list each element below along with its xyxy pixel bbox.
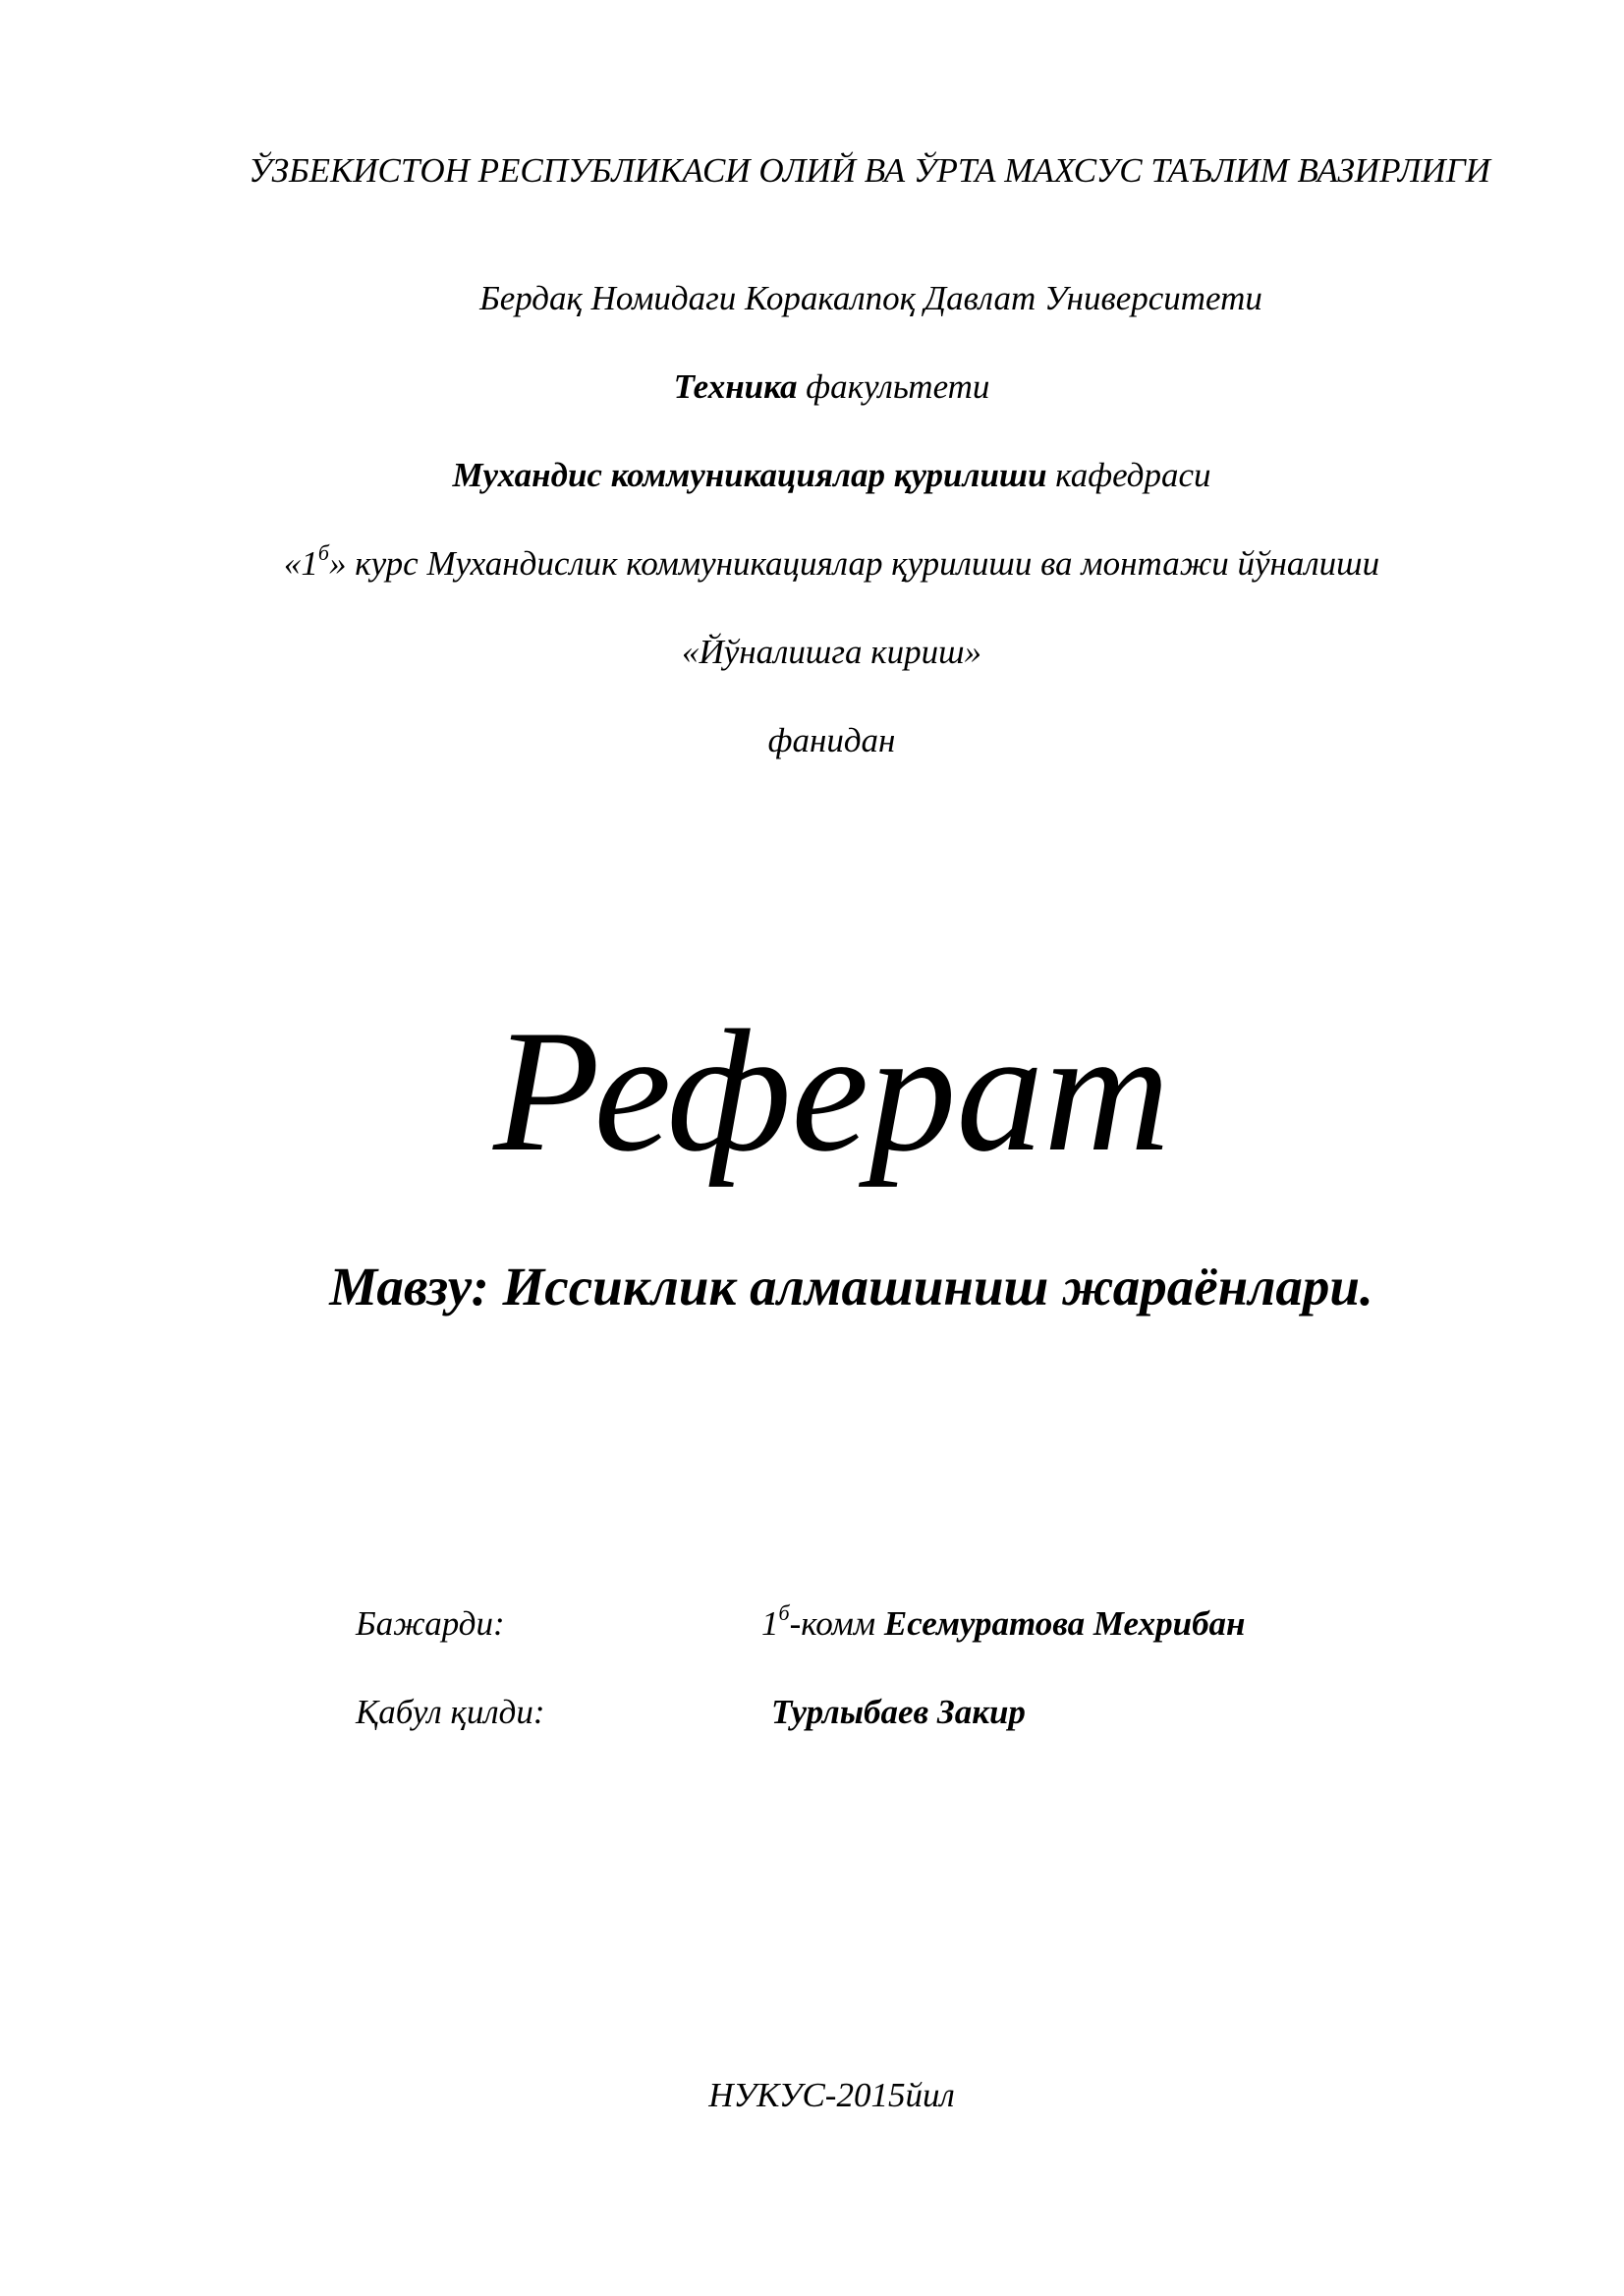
done-by-value [761, 1600, 1246, 1645]
group-prefix: 1 [761, 1604, 779, 1643]
subject-name: «Йўналишга кириш» [681, 633, 982, 671]
department-name: Мухандис коммуникациялар қурилиши [452, 456, 1047, 494]
group-suffix: -комм [789, 1604, 884, 1643]
department-suffix: кафедраси [1046, 456, 1211, 494]
subject-suffix: фанидан [767, 721, 896, 759]
department-line [20, 455, 1624, 496]
course-line [20, 540, 1624, 585]
course-prefix: «1 [283, 544, 318, 583]
teacher-name: Турлыбаев Закир [771, 1693, 1026, 1731]
document-title: Реферат [493, 993, 1170, 1188]
student-name: Есемуратова Мехрибан [883, 1604, 1246, 1643]
ministry-heading: ЎЗБЕКИСТОН РЕСПУБЛИКАСИ ОЛИЙ ВА ЎРТА МАХСУС ТАЪЛИМ ВАЗИРЛИГИ [249, 151, 1490, 190]
group-superscript: б [778, 1600, 790, 1626]
university-name: Бердақ Номидаги Коракалпоқ Давлат Университети [479, 279, 1262, 317]
faculty-line [20, 366, 1624, 408]
done-by-label: Бажарди: [356, 1604, 505, 1643]
topic-heading: Мавзу: Иссиклик алмашиниш жараёнлари. [329, 1257, 1373, 1316]
footer-city-year: НУКУС-2015йил [708, 2076, 955, 2114]
course-superscript: б [317, 540, 329, 566]
accepted-by-label: Қабул қилди: [356, 1693, 545, 1731]
course-text: » курс Мухандислик коммуникациялар қурилиши ва монтажи йўналиши [328, 544, 1380, 583]
faculty-suffix: факультети [797, 367, 990, 406]
faculty-name: Техника [673, 367, 798, 406]
